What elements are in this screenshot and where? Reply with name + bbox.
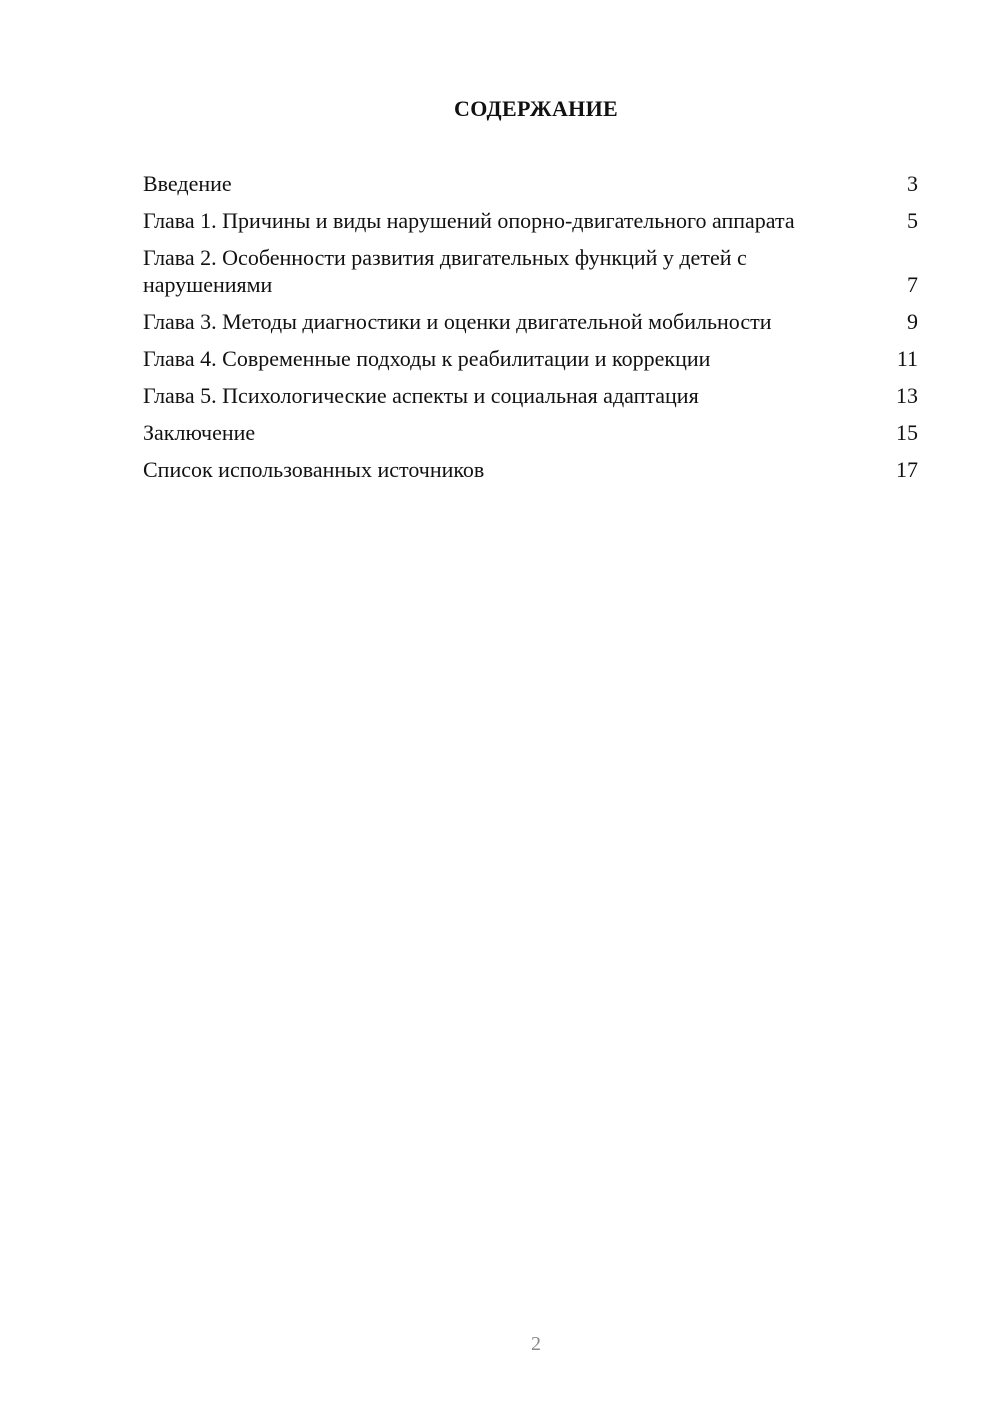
toc-entry-chapter-3[interactable] — [143, 308, 918, 335]
toc-entry-text: Глава 3. Методы диагностики и оценки двигательной мобильности — [143, 309, 772, 334]
toc-entry-page: 11 — [896, 346, 918, 371]
toc-entry-page: 3 — [907, 171, 918, 196]
toc-title: СОДЕРЖАНИЕ — [454, 96, 618, 121]
toc-entry-chapter-5[interactable] — [143, 382, 918, 409]
toc-entry-text: Введение — [143, 171, 232, 196]
toc-entry-references[interactable] — [143, 456, 918, 483]
toc-entry-text: Заключение — [143, 420, 256, 445]
toc-entry-page: 13 — [896, 383, 918, 408]
toc-entry-chapter-4[interactable] — [143, 345, 918, 372]
toc-entry-text: Глава 2. Особенности развития двигательных функций у детей с нарушениями — [143, 245, 747, 297]
toc-entry-chapter-2[interactable] — [143, 244, 918, 298]
toc-entry-page: 5 — [907, 208, 918, 233]
toc-entry-text: Список использованных источников — [143, 457, 485, 482]
toc-entry-text: Глава 5. Психологические аспекты и социальная адаптация — [143, 383, 699, 408]
page-number: 2 — [531, 1333, 541, 1355]
toc-entry-page: 9 — [907, 309, 918, 334]
toc-entry-page: 7 — [907, 272, 918, 297]
toc-entry-page: 15 — [896, 420, 918, 445]
toc-entry-text: Глава 4. Современные подходы к реабилитации и коррекции — [143, 346, 711, 371]
toc-entry-page: 17 — [896, 457, 918, 482]
toc-entry-chapter-1[interactable] — [143, 207, 918, 234]
toc-entry-text: Глава 1. Причины и виды нарушений опорно-двигательного аппарата — [143, 208, 795, 233]
table-of-contents — [143, 170, 918, 493]
toc-entry-conclusion[interactable] — [143, 419, 918, 446]
toc-entry-introduction[interactable] — [143, 170, 918, 197]
